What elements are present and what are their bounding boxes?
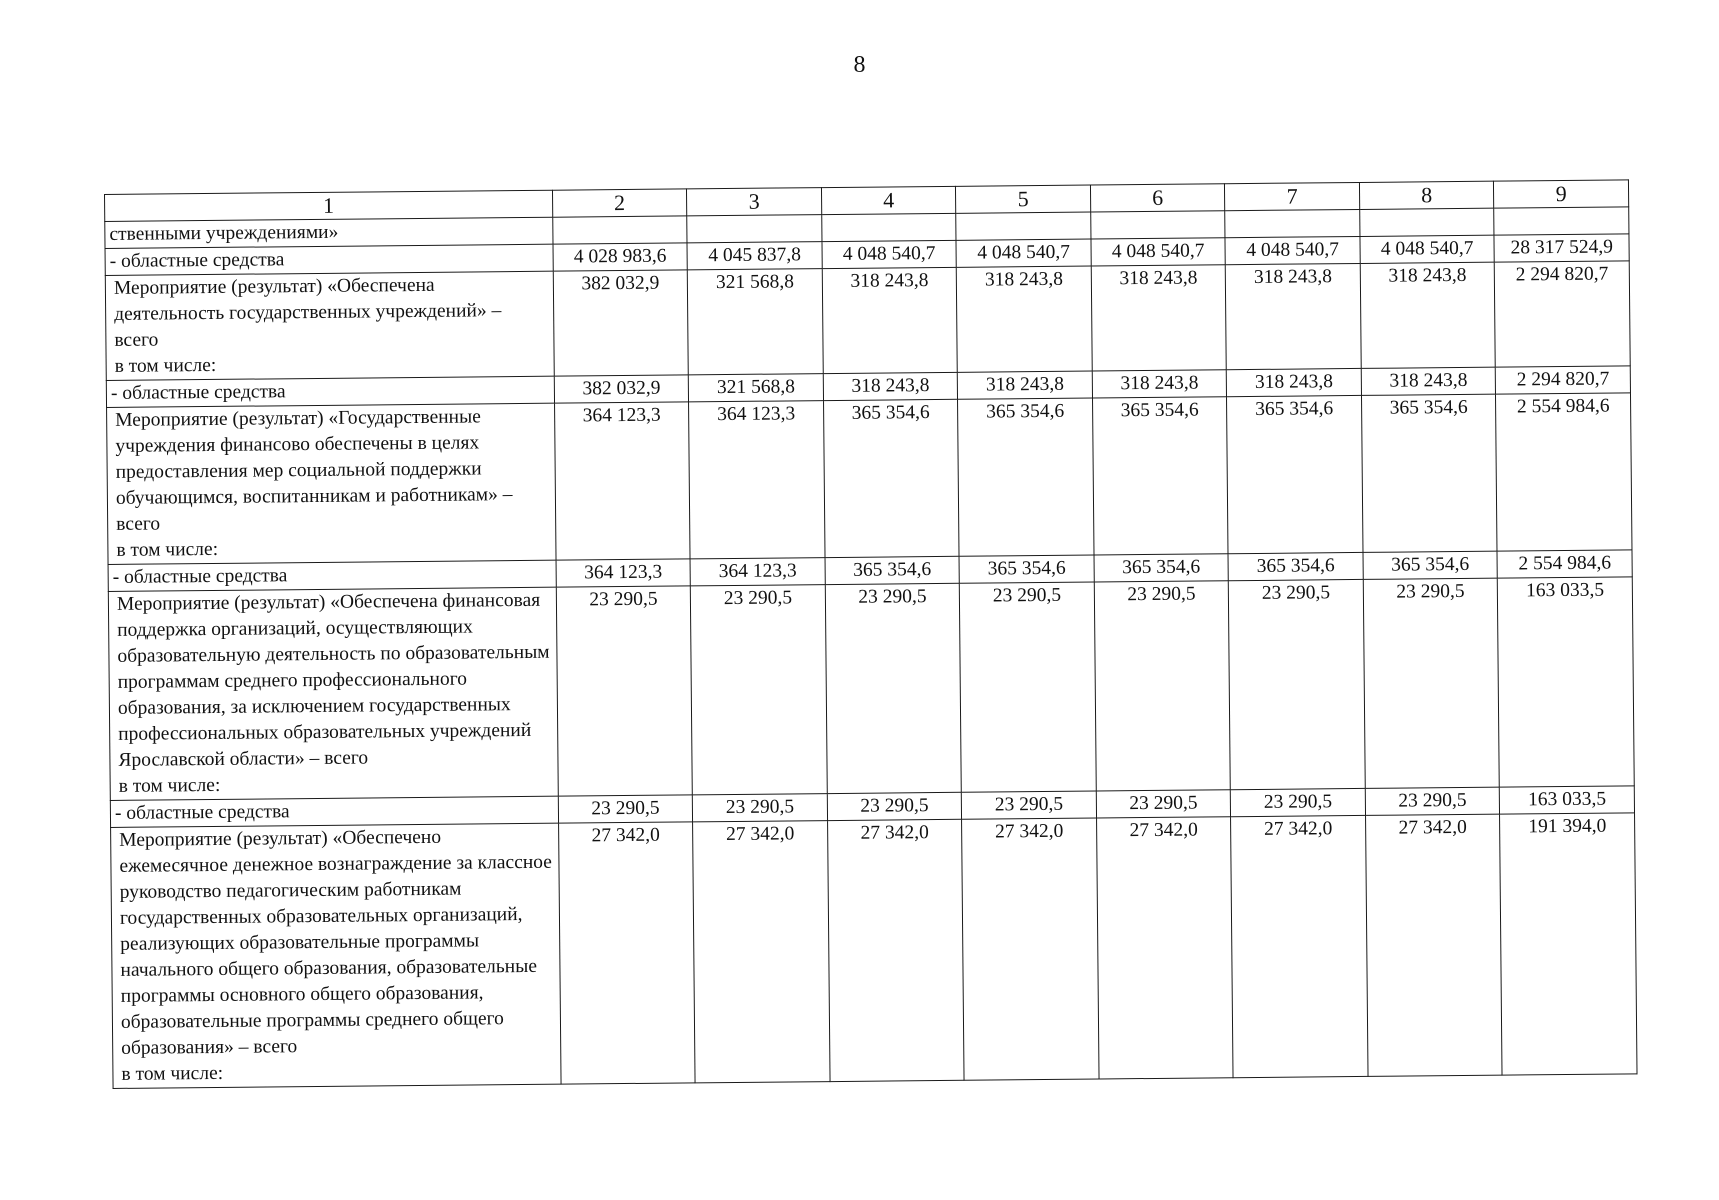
value-cell bbox=[956, 212, 1091, 240]
row-label: Мероприятие (результат) «Государственные учреждения финансово обеспечены в целях предоставления мер социальной поддержки обучающимся, воспитанникам и работникам» – всего bbox=[115, 406, 513, 535]
value-cell: 318 243,8 bbox=[958, 371, 1093, 399]
value-cell: 23 290,5 bbox=[825, 583, 962, 793]
column-header: 1 bbox=[105, 190, 553, 221]
row-label: - областные средства bbox=[109, 249, 285, 272]
column-header: 4 bbox=[821, 186, 956, 214]
column-header: 8 bbox=[1359, 181, 1494, 209]
value-cell: 4 048 540,7 bbox=[1360, 235, 1495, 263]
row-label: - областные средства bbox=[114, 801, 290, 824]
value-cell: 318 243,8 bbox=[1226, 263, 1362, 369]
value-cell: 23 290,5 bbox=[827, 792, 962, 820]
row-label: Мероприятие (результат) «Обеспечена финансовая поддержка организаций, осуществляющих образовательную деятельность по образовательным программам среднего профессионального образования, за исключением государственных профессиональных образовательных учреждений Ярославской области» – всего bbox=[116, 589, 550, 771]
including-label: в том числе: bbox=[118, 774, 221, 797]
value-cell: 163 033,5 bbox=[1498, 577, 1635, 787]
value-cell: 191 394,0 bbox=[1500, 813, 1637, 1075]
table-row bbox=[105, 261, 1630, 381]
value-cell: 364 123,3 bbox=[689, 401, 825, 559]
value-cell: 365 354,6 bbox=[1228, 552, 1363, 580]
value-cell: 365 354,6 bbox=[959, 555, 1094, 583]
value-cell: 364 123,3 bbox=[690, 558, 825, 586]
value-cell: 4 045 837,8 bbox=[687, 242, 822, 270]
value-cell bbox=[687, 215, 822, 243]
value-cell: 318 243,8 bbox=[1092, 370, 1227, 398]
value-cell: 27 342,0 bbox=[1096, 817, 1233, 1079]
value-cell: 4 048 540,7 bbox=[822, 240, 957, 268]
value-cell bbox=[552, 216, 687, 244]
value-cell: 27 342,0 bbox=[1231, 815, 1368, 1077]
value-cell: 23 290,5 bbox=[1096, 790, 1231, 818]
value-cell: 318 243,8 bbox=[1227, 368, 1362, 396]
column-header: 5 bbox=[956, 185, 1091, 213]
including-label: в том числе: bbox=[114, 354, 217, 377]
value-cell: 27 342,0 bbox=[558, 822, 695, 1084]
row-label: Мероприятие (результат) «Обеспечено ежемесячное денежное вознаграждение за классное руководство педагогическим работникам государственных образовательных организаций, реализующих образовательные программы начального общего образования, образовательные программы основного общего образования, образовательные программы среднего общего образования» – всего bbox=[119, 826, 552, 1059]
row-label: Мероприятие (результат) «Обеспечена деятельность государственных учреждений» – всего bbox=[113, 274, 502, 351]
table-body bbox=[105, 207, 1637, 1089]
value-cell: 23 290,5 bbox=[556, 586, 693, 796]
table-row bbox=[108, 577, 1634, 801]
value-cell: 318 243,8 bbox=[822, 267, 958, 373]
row-label-cell bbox=[106, 376, 554, 407]
table-row bbox=[111, 813, 1637, 1089]
value-cell: 4 048 540,7 bbox=[1225, 236, 1360, 264]
row-label-cell bbox=[107, 403, 556, 564]
value-cell: 318 243,8 bbox=[823, 372, 958, 400]
value-cell: 2 294 820,7 bbox=[1496, 366, 1631, 394]
value-cell: 23 290,5 bbox=[1094, 581, 1231, 791]
value-cell: 27 342,0 bbox=[962, 818, 1099, 1080]
page-number: 8 bbox=[853, 52, 866, 78]
value-cell: 23 290,5 bbox=[962, 791, 1097, 819]
value-cell: 23 290,5 bbox=[1229, 579, 1366, 789]
row-label-cell bbox=[110, 796, 558, 827]
table-row bbox=[107, 393, 1632, 565]
column-header: 9 bbox=[1494, 180, 1629, 208]
value-cell: 27 342,0 bbox=[693, 821, 830, 1083]
value-cell: 318 243,8 bbox=[1361, 367, 1496, 395]
value-cell: 23 290,5 bbox=[1363, 578, 1500, 788]
value-cell: 4 048 540,7 bbox=[956, 239, 1091, 267]
value-cell: 321 568,8 bbox=[689, 374, 824, 402]
value-cell: 365 354,6 bbox=[1361, 394, 1497, 552]
value-cell: 27 342,0 bbox=[1365, 814, 1502, 1076]
value-cell: 364 123,3 bbox=[556, 559, 691, 587]
value-cell: 365 354,6 bbox=[1227, 395, 1363, 553]
value-cell: 318 243,8 bbox=[1360, 262, 1496, 368]
value-cell bbox=[1494, 207, 1629, 235]
value-cell: 364 123,3 bbox=[554, 402, 690, 560]
row-label-cell bbox=[108, 560, 556, 591]
row-label-cell bbox=[105, 217, 553, 248]
row-label: - областные средства bbox=[112, 565, 288, 588]
value-cell: 23 290,5 bbox=[960, 582, 1097, 792]
value-cell: 2 554 984,6 bbox=[1497, 550, 1632, 578]
row-label: ственными учреждениями» bbox=[109, 221, 339, 245]
value-cell: 382 032,9 bbox=[553, 270, 689, 376]
value-cell bbox=[822, 213, 957, 241]
value-cell: 365 354,6 bbox=[825, 556, 960, 584]
value-cell: 23 290,5 bbox=[558, 795, 693, 823]
value-cell: 2 554 984,6 bbox=[1496, 393, 1632, 551]
value-cell: 318 243,8 bbox=[1091, 265, 1227, 371]
value-cell: 28 317 524,9 bbox=[1494, 234, 1629, 262]
including-label: в том числе: bbox=[121, 1062, 224, 1085]
value-cell: 23 290,5 bbox=[693, 794, 828, 822]
value-cell: 2 294 820,7 bbox=[1495, 261, 1631, 367]
column-header: 3 bbox=[687, 188, 822, 216]
value-cell: 382 032,9 bbox=[554, 375, 689, 403]
value-cell: 4 028 983,6 bbox=[553, 243, 688, 271]
value-cell: 4 048 540,7 bbox=[1091, 238, 1226, 266]
value-cell: 365 354,6 bbox=[1094, 554, 1229, 582]
row-label: - областные средства bbox=[110, 381, 286, 404]
value-cell: 23 290,5 bbox=[691, 585, 828, 795]
value-cell: 365 354,6 bbox=[1092, 397, 1228, 555]
value-cell: 27 342,0 bbox=[827, 819, 964, 1081]
column-header: 6 bbox=[1090, 184, 1225, 212]
value-cell: 163 033,5 bbox=[1500, 786, 1635, 814]
row-label-cell bbox=[111, 823, 561, 1088]
row-label-cell bbox=[105, 271, 554, 380]
value-cell: 23 290,5 bbox=[1231, 788, 1366, 816]
value-cell bbox=[1360, 208, 1495, 236]
value-cell: 318 243,8 bbox=[957, 266, 1093, 372]
value-cell: 23 290,5 bbox=[1365, 787, 1500, 815]
row-label-cell bbox=[105, 244, 553, 275]
value-cell bbox=[1091, 211, 1226, 239]
value-cell: 365 354,6 bbox=[1363, 551, 1498, 579]
budget-table bbox=[104, 179, 1638, 1089]
column-header: 2 bbox=[552, 189, 687, 217]
value-cell: 365 354,6 bbox=[958, 398, 1094, 556]
value-cell: 321 568,8 bbox=[688, 269, 824, 375]
value-cell bbox=[1225, 209, 1360, 237]
column-header: 7 bbox=[1225, 182, 1360, 210]
including-label: в том числе: bbox=[116, 538, 219, 561]
value-cell: 365 354,6 bbox=[823, 399, 959, 557]
row-label-cell bbox=[108, 587, 558, 800]
